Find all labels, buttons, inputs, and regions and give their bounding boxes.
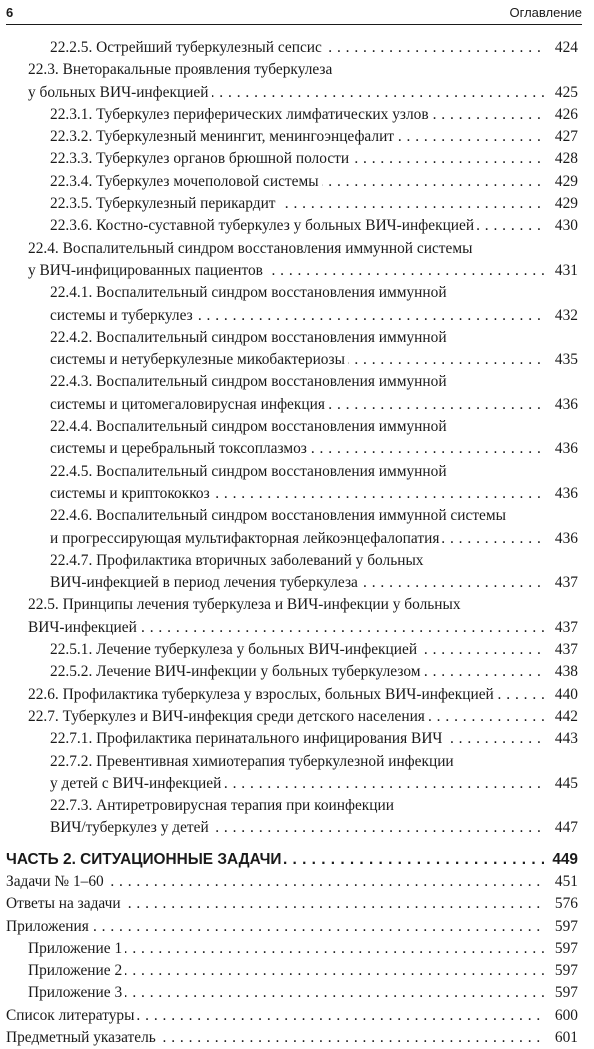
toc-entry-title: ЧАСТЬ 2. СИТУАЦИОННЫЕ ЗАДАЧИ: [6, 849, 284, 871]
toc-entry[interactable]: [0, 193, 580, 215]
toc-leader: [50, 572, 544, 594]
toc-page-number: 429: [546, 193, 578, 215]
toc-leader: [28, 684, 544, 706]
toc-entry[interactable]: [0, 684, 580, 706]
toc-leader: [28, 960, 544, 982]
toc-entry-title: 22.5.1. Лечение туберкулеза у больных ВИЧ-инфекцией: [50, 639, 420, 661]
toc-leader: [50, 126, 544, 148]
toc-entry-title: системы и цитомегаловирусная инфекция: [50, 394, 328, 416]
toc-entry-title: ВИЧ/туберкулез у детей: [50, 817, 212, 839]
toc-page-number: 428: [546, 148, 578, 170]
toc-leader: [28, 706, 544, 728]
toc-page-number: 429: [546, 171, 578, 193]
toc-entry[interactable]: [0, 104, 580, 126]
toc-page-number: 436: [546, 394, 578, 416]
toc-leader: [6, 849, 544, 871]
toc-entry[interactable]: [0, 282, 580, 327]
toc-page-number: 435: [546, 349, 578, 371]
toc-leader: [28, 260, 544, 282]
toc-entry[interactable]: [0, 982, 580, 1004]
toc-leader: [50, 438, 544, 460]
toc-page-number: 597: [546, 916, 578, 938]
toc-leader: [50, 349, 544, 371]
toc-entry-title: системы и церебральный токсоплазмоз: [50, 438, 310, 460]
toc-entry-title: системы и криптококкоз: [50, 483, 213, 505]
toc-entry-title: 22.6. Профилактика туберкулеза у взрослых, больных ВИЧ-инфекцией: [28, 684, 497, 706]
toc-page-number: 447: [546, 817, 578, 839]
toc-entry[interactable]: [0, 728, 580, 750]
toc-page-number: 445: [546, 773, 578, 795]
toc-entry-title: Приложение 2: [28, 960, 125, 982]
toc-entry[interactable]: [0, 1005, 580, 1027]
toc-leader: [6, 1005, 544, 1027]
toc-page-number: 597: [546, 982, 578, 1004]
toc-leader: [50, 148, 544, 170]
toc-entry[interactable]: [0, 639, 580, 661]
toc-leader: [50, 193, 544, 215]
toc-entry-title: 22.4.5. Воспалительный синдром восстановления иммунной: [50, 462, 447, 480]
toc-entry[interactable]: [0, 550, 580, 595]
toc-page-number: 436: [546, 528, 578, 550]
toc-entry-title: 22.4.1. Воспалительный синдром восстановления иммунной: [50, 284, 447, 302]
toc-page-number: 449: [546, 849, 578, 871]
toc-leader: [6, 916, 544, 938]
toc-page-number: 438: [546, 661, 578, 683]
toc-page-number: 426: [546, 104, 578, 126]
toc-entry[interactable]: [0, 938, 580, 960]
toc-entry[interactable]: [0, 795, 580, 840]
toc-page-number: 451: [546, 871, 578, 893]
toc-entry[interactable]: [0, 215, 580, 237]
toc-entry[interactable]: [0, 37, 580, 59]
toc-entry[interactable]: [0, 706, 580, 728]
toc-leader: [50, 639, 544, 661]
toc-entry-title: Задачи № 1–60: [6, 871, 107, 893]
toc-entry-title: системы и нетуберкулезные микобактериозы: [50, 349, 348, 371]
toc-entry[interactable]: [0, 148, 580, 170]
toc-page-number: 601: [546, 1027, 578, 1049]
toc-page-number: 597: [546, 938, 578, 960]
toc-entry[interactable]: [0, 594, 580, 639]
toc-page-number: 440: [546, 684, 578, 706]
toc-leader: [50, 817, 544, 839]
toc-entry[interactable]: [0, 751, 580, 796]
toc-entry[interactable]: [0, 238, 580, 283]
toc-entry-title: Ответы на задачи: [6, 893, 124, 915]
toc-leader: [50, 394, 544, 416]
toc-entry[interactable]: [0, 327, 580, 372]
toc-entry-title: 22.4.3. Воспалительный синдром восстановления иммунной: [50, 373, 447, 391]
toc-entry-title: 22.5. Принципы лечения туберкулеза и ВИЧ-инфекции у больных: [28, 596, 461, 614]
toc-entry[interactable]: [0, 916, 580, 938]
toc-leader: [50, 305, 544, 327]
toc-page-number: 430: [546, 215, 578, 237]
toc-page-number: 597: [546, 960, 578, 982]
toc-page-number: 436: [546, 483, 578, 505]
toc-leader: [28, 82, 544, 104]
toc-leader: [28, 617, 544, 639]
toc-leader: [50, 483, 544, 505]
toc-entry-title: 22.2.5. Острейший туберкулезный сепсис: [50, 37, 325, 59]
toc-entry[interactable]: [0, 126, 580, 148]
toc-entry[interactable]: [0, 416, 580, 461]
toc-entry-title: ВИЧ-инфекцией: [28, 617, 140, 639]
toc-entry-title: 22.7.1. Профилактика перинатального инфицирования ВИЧ: [50, 728, 445, 750]
toc-entry-title: ВИЧ-инфекцией в период лечения туберкулеза: [50, 572, 361, 594]
toc-entry-title: и прогрессирующая мультифакторная лейкоэнцефалопатия: [50, 528, 442, 550]
toc-entry-title: у больных ВИЧ-инфекцией: [28, 82, 212, 104]
toc-page-number: 600: [546, 1005, 578, 1027]
toc-entry-title: Список литературы: [6, 1005, 137, 1027]
toc-entry-title: Приложение 1: [28, 938, 125, 960]
toc-leader: [6, 1027, 544, 1049]
toc-entry[interactable]: [0, 1027, 580, 1049]
toc-leader: [28, 982, 544, 1004]
toc-page-number: 431: [546, 260, 578, 282]
toc-entry-title: 22.7.2. Превентивная химиотерапия туберкулезной инфекции: [50, 752, 454, 770]
toc-entry[interactable]: [0, 171, 580, 193]
toc-leader: [50, 528, 544, 550]
toc-leader: [50, 661, 544, 683]
toc-entry-title: 22.3.3. Туберкулез органов брюшной полости: [50, 148, 352, 170]
page-header: [6, 2, 582, 25]
toc-page-number: 427: [546, 126, 578, 148]
toc-entry[interactable]: [0, 661, 580, 683]
toc-entry-title: 22.3.6. Костно-суставной туберкулез у больных ВИЧ-инфекцией: [50, 215, 477, 237]
toc-entry[interactable]: [0, 871, 580, 893]
toc-entry-title: 22.4.4. Воспалительный синдром восстановления иммунной: [50, 418, 447, 436]
toc-entry-title: 22.4.6. Воспалительный синдром восстановления иммунной системы: [50, 507, 506, 525]
toc-page-number: 424: [546, 37, 578, 59]
toc-leader: [6, 893, 544, 915]
toc-entry-title: 22.5.2. Лечение ВИЧ-инфекции у больных туберкулезом: [50, 661, 423, 683]
section-gap: [0, 840, 580, 849]
toc-page-number: 437: [546, 572, 578, 594]
toc-page-number: 432: [546, 305, 578, 327]
toc-leader: [28, 938, 544, 960]
toc-leader: [50, 773, 544, 795]
toc-entry[interactable]: [0, 461, 580, 506]
toc-entry-title: 22.4.2. Воспалительный синдром восстановления иммунной: [50, 328, 447, 346]
table-of-contents: [0, 37, 580, 1049]
toc-page-number: 443: [546, 728, 578, 750]
toc-entry-title: у детей с ВИЧ-инфекцией: [50, 773, 224, 795]
toc-entry-title: у ВИЧ-инфицированных пациентов: [28, 260, 266, 282]
toc-entry[interactable]: [0, 960, 580, 982]
toc-part-entry[interactable]: [0, 849, 580, 871]
toc-leader: [6, 871, 544, 893]
toc-entry[interactable]: [0, 505, 580, 550]
toc-entry-title: 22.7.3. Антиретровирусная терапия при коинфекции: [50, 797, 394, 815]
toc-entry-title: 22.7. Туберкулез и ВИЧ-инфекция среди детского населения: [28, 706, 428, 728]
toc-entry-title: Приложения: [6, 916, 92, 938]
running-title: Оглавление: [509, 5, 582, 20]
toc-entry-title: 22.4.7. Профилактика вторичных заболеваний у больных: [50, 551, 424, 569]
toc-page-number: 576: [546, 893, 578, 915]
toc-leader: [50, 37, 544, 59]
toc-entry-title: Предметный указатель: [6, 1027, 159, 1049]
toc-entry-title: 22.3.2. Туберкулезный менингит, менингоэнцефалит: [50, 126, 397, 148]
toc-leader: [50, 728, 544, 750]
toc-leader: [50, 215, 544, 237]
toc-leader: [50, 104, 544, 126]
toc-page-number: 437: [546, 617, 578, 639]
toc-page-number: 425: [546, 82, 578, 104]
toc-page-number: 442: [546, 706, 578, 728]
toc-entry[interactable]: [0, 59, 580, 104]
toc-page-number: 437: [546, 639, 578, 661]
page-number: 6: [6, 5, 14, 20]
toc-entry[interactable]: [0, 893, 580, 915]
toc-entry-title: 22.3.5. Туберкулезный перикардит: [50, 193, 279, 215]
toc-entry-title: 22.4. Воспалительный синдром восстановления иммунной системы: [28, 239, 473, 257]
toc-entry-title: системы и туберкулез: [50, 305, 196, 327]
toc-entry-title: 22.3.4. Туберкулез мочеполовой системы: [50, 171, 322, 193]
toc-entry-title: 22.3.1. Туберкулез периферических лимфатических узлов: [50, 104, 432, 126]
toc-entry[interactable]: [0, 371, 580, 416]
toc-entry-title: 22.3. Внеторакальные проявления туберкулеза: [28, 61, 333, 79]
toc-page-number: 436: [546, 438, 578, 460]
toc-leader: [50, 171, 544, 193]
toc-entry-title: Приложение 3: [28, 982, 125, 1004]
